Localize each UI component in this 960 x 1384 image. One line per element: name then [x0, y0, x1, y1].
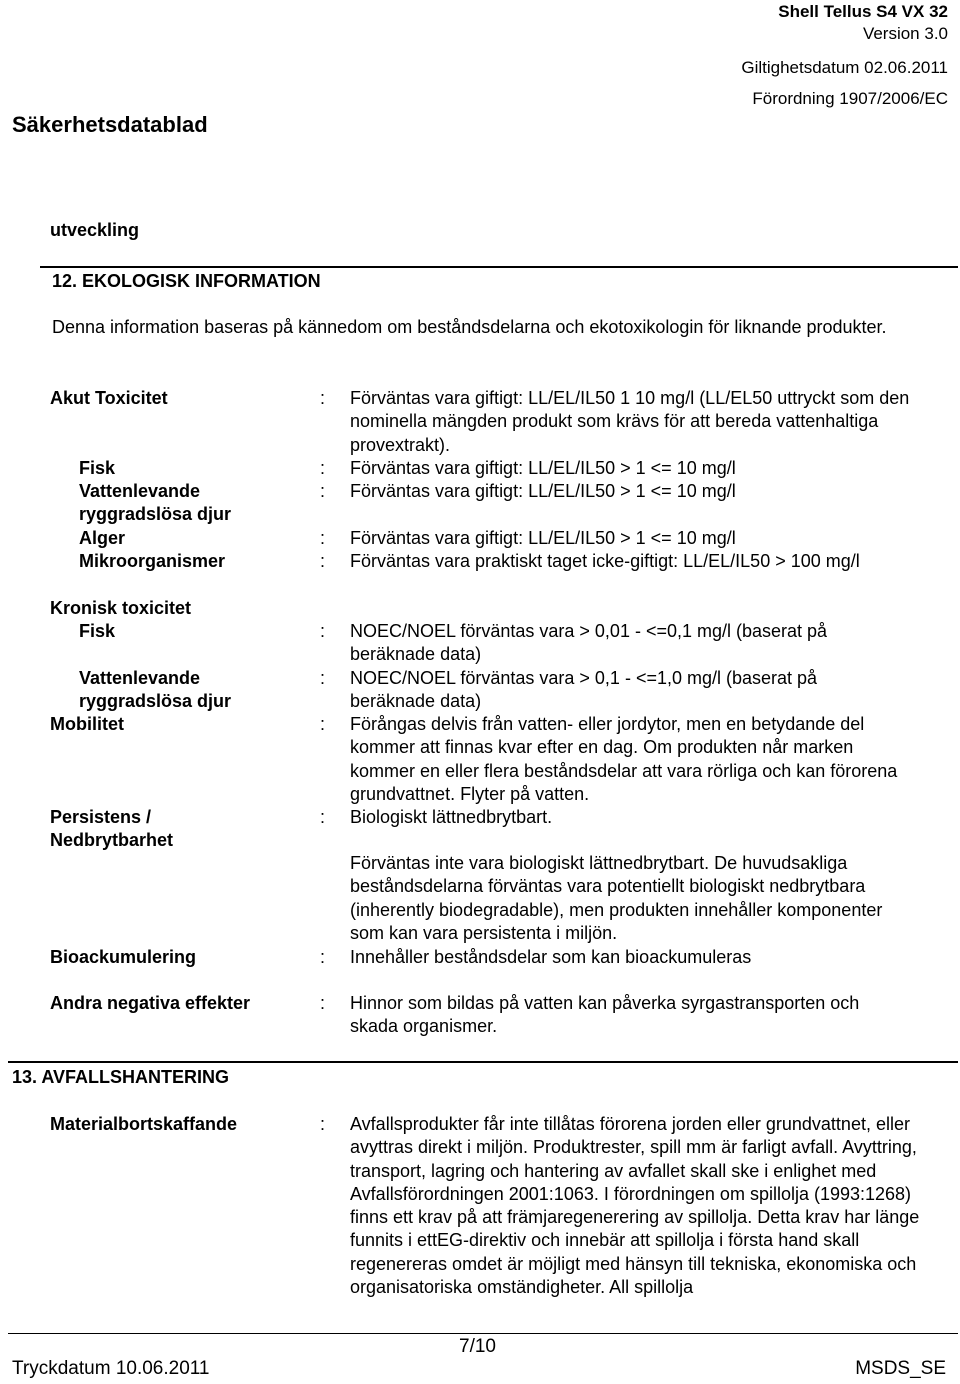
acute-fish-label: Fisk [79, 458, 116, 478]
separator: : [320, 947, 326, 967]
chronic-invertebrates-label: Vattenlevande ryggradslösa djur [79, 668, 232, 712]
acute-invertebrates-label: Vattenlevande ryggradslösa djur [79, 481, 232, 525]
acute-microorganisms-value: Förväntas vara praktiskt taget icke-giftigt: LL/EL/IL50 > 100 mg/l [350, 551, 860, 571]
separator: : [320, 714, 326, 734]
bioaccumulation-value: Innehåller beståndsdelar som kan bioackumuleras [350, 947, 752, 967]
separator: : [320, 551, 326, 571]
section-divider [8, 1061, 958, 1063]
chronic-fish-value: NOEC/NOEL förväntas vara > 0,01 - <=0,1 mg/l (baserat på beräknade data) [350, 621, 828, 665]
document-title: Säkerhetsdatablad [12, 112, 208, 137]
separator: : [320, 807, 326, 827]
separator: : [320, 1114, 326, 1134]
disposal-label: Materialbortskaffande [50, 1114, 238, 1134]
separator: : [320, 388, 326, 408]
mobility-label: Mobilitet [50, 714, 124, 734]
separator: : [320, 458, 326, 478]
acute-algae-value: Förväntas vara giftigt: LL/EL/IL50 > 1 <= 10 mg/l [350, 528, 736, 548]
section-12-intro: Denna information baseras på kännedom om beståndsdelarna och ekotoxikologin för liknande produkter. [52, 317, 887, 337]
validity-date: Giltighetsdatum 02.06.2011 [741, 58, 948, 77]
acute-invertebrates-value: Förväntas vara giftigt: LL/EL/IL50 > 1 <= 10 mg/l [350, 481, 736, 501]
chronic-toxicity-label: Kronisk toxicitet [50, 598, 192, 618]
other-effects-value: Hinnor som bildas på vatten kan påverka syrgastransporten och skada organismer. [350, 993, 860, 1037]
print-date: Tryckdatum 10.06.2011 [12, 1358, 210, 1379]
product-name: Shell Tellus S4 VX 32 [778, 2, 948, 21]
regulation: Förordning 1907/2006/EC [752, 89, 948, 108]
acute-algae-label: Alger [79, 528, 126, 548]
version: Version 3.0 [862, 24, 948, 43]
bioaccumulation-label: Bioackumulering [50, 947, 197, 967]
persistence-label: Persistens / Nedbrytbarhet [50, 807, 174, 851]
page-number: 7/10 [459, 1336, 496, 1357]
acute-microorganisms-label: Mikroorganismer [79, 551, 226, 571]
footer-divider [8, 1333, 958, 1334]
section-divider [40, 266, 958, 268]
persistence-value: Biologiskt lättnedbrytbart. [350, 807, 553, 827]
disposal-value: Avfallsprodukter får inte tillåtas förorena jorden eller grundvattnet, eller avyttras direkt i miljön. Produktrester, spill mm är farligt avfall. Avyttring, transport, lagring och hantering av avfallet skall ske i enlighet med Avfallsförordningen 2001:1063. I förordningen om spillolja (1993:1268) finns ett krav på att främjaregenerering av spillolja. Detta krav har länge funnits i ettEG-direktiv och innebär att spillolja i första hand skall regenereras omdet är möjligt med hänsyn till tekniska, ekonomiska och organisatoriska omständigheter. All spillolja [350, 1114, 920, 1298]
chronic-fish-label: Fisk [79, 621, 116, 641]
acute-toxicity-label: Akut Toxicitet [50, 388, 168, 408]
section-13-heading: 13. AVFALLSHANTERING [12, 1067, 230, 1087]
chronic-invertebrates-value: NOEC/NOEL förväntas vara > 0,1 - <=1,0 mg/l (baserat på beräknade data) [350, 668, 818, 712]
acute-fish-value: Förväntas vara giftigt: LL/EL/IL50 > 1 <= 10 mg/l [350, 458, 736, 478]
persistence-value-detail: Förväntas inte vara biologiskt lättnedbrytbart. De huvudsakliga beståndsdelarna förväntas vara potentiellt biologiskt nedbrytbara (inherently biodegradable), men produkten innehåller komponenter som kan vara persistenta i miljön. [350, 853, 883, 943]
document-code: MSDS_SE [855, 1358, 946, 1379]
other-effects-label: Andra negativa effekter [50, 993, 251, 1013]
mobility-value: Förångas delvis från vatten- eller jordytor, men en betydande del kommer att finnas kvar efter en dag. Om produkten når marken kommer en eller flera beståndsdelar att vara rörliga och kan förorena grundvattnet. Flyter på vatten. [350, 714, 898, 804]
separator: : [320, 621, 326, 641]
section-12-heading: 12. EKOLOGISK INFORMATION [52, 271, 321, 291]
separator: : [320, 668, 326, 688]
separator: : [320, 481, 326, 501]
separator: : [320, 528, 326, 548]
acute-toxicity-value: Förväntas vara giftigt: LL/EL/IL50 1 10 mg/l (LL/EL50 uttryckt som den nominella mängden produkt som krävs för att bereda vattenhaltiga provextrakt). [350, 388, 910, 455]
carryover-text: utveckling [50, 220, 140, 240]
separator: : [320, 993, 326, 1013]
